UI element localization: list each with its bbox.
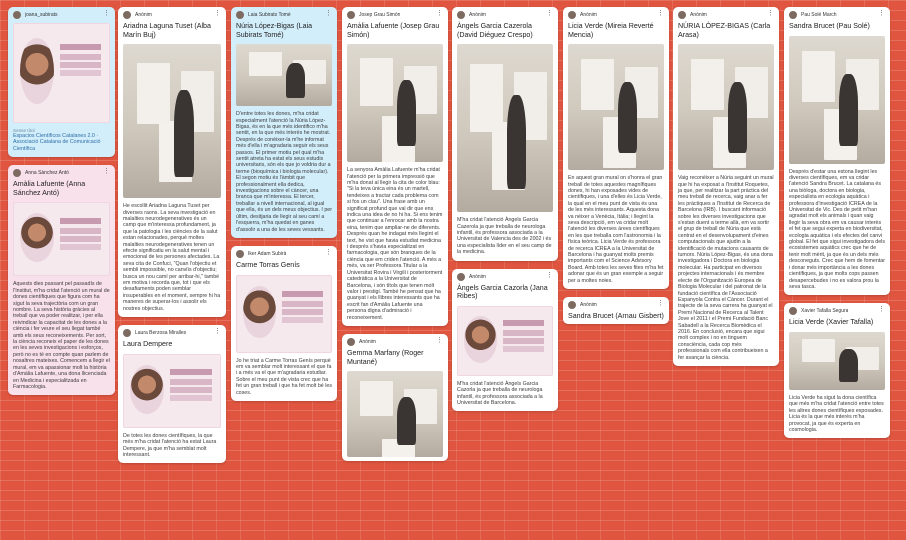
post-title: Àngels Garcia Cazorla (Jana Ribes): [457, 283, 548, 301]
author-avatar: [568, 11, 576, 19]
post-title: Licia Verde (Mireia Reverté Mencia): [568, 22, 654, 39]
more-options-icon[interactable]: ⋮: [878, 10, 885, 17]
post-card[interactable]: [673, 7, 779, 366]
author-avatar: [13, 169, 21, 177]
post-title: Licia Verde (Xavier Tafalla): [789, 318, 874, 327]
post-photo[interactable]: [789, 332, 885, 390]
author-avatar: [123, 11, 131, 19]
post-author: Anònim: [469, 12, 486, 18]
more-options-icon[interactable]: ⋮: [546, 271, 553, 279]
board-column: [452, 7, 558, 419]
post-title: NÚRIA LÓPEZ-BIGAS (Carla Arasa): [678, 22, 771, 39]
attachment-link[interactable]: Espacios Científicos Catalanes 2.0 · Associació Catalana de Comunicació Científica: [13, 133, 101, 152]
author-avatar: [457, 11, 465, 19]
post-header: [231, 7, 337, 21]
post-header: [784, 303, 890, 317]
more-options-icon[interactable]: ⋮: [436, 336, 443, 344]
author-avatar: [678, 11, 686, 19]
post-card[interactable]: [563, 7, 669, 289]
post-title: Núria López-Bigas (Laia Subirats Tomé): [236, 22, 313, 39]
post-card[interactable]: [118, 7, 226, 317]
post-photo[interactable]: [236, 275, 332, 353]
post-card[interactable]: [342, 7, 448, 326]
post-title: Sandra Brucet (Arnau Gisbert): [568, 312, 664, 321]
post-author: Anònim: [690, 12, 707, 18]
post-author: joana_subirats: [25, 12, 58, 18]
post-author: Laia Subirats Tomé: [248, 12, 291, 18]
post-body: Jo he triat a Carme Torras Genís perquè em va semblar molt interessant el que fa i a més va el que m'agradaria estudiar. Sobre el meu punt de vista crec que ha fet un gran treball i que ha fet molt bé les coses.: [236, 357, 332, 396]
post-header: [673, 7, 779, 21]
post-header: [452, 269, 558, 283]
more-options-icon[interactable]: ⋮: [103, 168, 110, 176]
post-card[interactable]: [452, 7, 558, 261]
post-body: M'ha cridat l'atenció Àngels Garcia Cazorla ja que treballa de neurologa infantil, és professora associada a la Universitat de Barcelona.: [457, 380, 543, 407]
post-header: [563, 297, 669, 311]
board-column: [118, 7, 226, 471]
post-body: Vaig reconèixer a Núria seguint un mural que hi ha exposat a l'Institut Roquetes, ja que, per realitzar la part pràctica del meu treball de recerca, vaig anar a fer les pràctiques a l'Institut de Recerca de Barcelona (IRB). I buscant informació sobre les diverses investigacions que s'estan duent a terme allà, em va sortir el grup de treball de Núria que està centrat en el desenvolupament d'eines computacionals que ajudin a la identificació de mutacions causants de tumors. Núria López-Bigas, és una dona investigadora i Doctora en biologia molecular. Ha participat en diversos projectes internacionals i és membre electe de l'Organització Europea de Biologia Molecular i del patronat de la fundació científica de l'Associació Espanyola Contra el Càncer. Durant el trajecte de la seva carrera ha guanyat el Premi Nacional de Recerca al Talent Jove el 2011 i el Premi Fundació Banc Sabadell a la Recerca Biomèdica el 2016. En conclusió, encara que sigui molt complex i no en tinguem consciència, cada cop més professionals com ella contribueixen a fer avançar la ciència.: [678, 175, 774, 361]
post-author: Anònim: [359, 338, 376, 345]
post-photo[interactable]: [678, 44, 774, 170]
post-photo[interactable]: [457, 44, 553, 212]
post-body: De totes les dones científiques, la que més m'ha cridat l'atenció ha estat Laura Dempere, ja que m'ha semblat molt interessant.: [123, 432, 217, 458]
post-card[interactable]: [8, 7, 115, 157]
post-photo[interactable]: [347, 371, 443, 457]
author-avatar: [568, 301, 576, 309]
author-avatar: [236, 250, 244, 258]
more-options-icon[interactable]: ⋮: [436, 10, 443, 17]
post-title: Sandra Brucet (Pau Solé): [789, 22, 870, 30]
post-card[interactable]: [784, 7, 890, 295]
post-header: [784, 7, 890, 21]
post-title: Amàlia Lafuente (Anna Sánchez Antó): [13, 180, 86, 197]
post-body: M'ha cridat l'atenció Àngels Garcia Cazerola ja que treballa de neurologa infantil, és professora associada a la Universitat de Valencia des de 2002 i és una especialista líder en el seu camp de la medicina.: [457, 217, 552, 256]
post-body: Després d'estar una estona llegint les diverses científiques, em va cridar l'atenció Sandra Brucet. La catalana és una biòloga, doctora en biologia, especialista en ecologia aquàtica i professora d'investigació ICREA de la Universitat de Vic. Des de petit m'han agradat molt els animals i quan vaig llegir la seva obra em va causar interès el fet que segui experta en biodiversitat, ecologia aquàtica i els efectes del canvi global. El fet que sigui investigadora dels ecosistemes aquàtics crec que he de tenir molt mèrit, ja que és un dels més desconeguts. Crec que hem de fomentar i donar més importància a les dones científiques, ja que molts cops passen desapercebudes i no es valora prou la seva tasca.: [789, 168, 885, 290]
post-author: Anna Sànchez Antó: [25, 170, 69, 177]
more-options-icon[interactable]: ⋮: [103, 10, 110, 17]
post-photo[interactable]: [347, 44, 443, 162]
post-author: Pau Solé March: [801, 12, 837, 18]
post-author: Iker Adam Subirà: [248, 250, 287, 257]
board-column: [784, 7, 890, 446]
more-options-icon[interactable]: ⋮: [878, 306, 885, 314]
post-card[interactable]: [231, 7, 337, 238]
post-header: [8, 165, 115, 179]
post-photo[interactable]: [123, 354, 221, 428]
post-author: Anònim: [580, 302, 597, 309]
post-author: Anònim: [135, 12, 152, 18]
post-author: Anònim: [580, 12, 597, 18]
post-title: Àngels Garcia Cazerola (David Diéguez Crespo): [457, 22, 533, 39]
post-photo[interactable]: [789, 36, 885, 164]
more-options-icon[interactable]: ⋮: [214, 10, 221, 17]
post-header: [342, 7, 448, 21]
post-header: [342, 334, 448, 348]
board-column: [8, 7, 115, 403]
author-avatar: [789, 307, 797, 315]
post-body: Aquests dies passant pel passadís de l'Institut, m'ha cridat l'atenció un mural de dones científiques que figura com ha sigut la seva trajectòria com un gran nombre. La seva història gràcies al treball que va poder realitzar, i per ella reivindicar la capacitat de les dones a la ciència i fer veure el seu llegat també amb els seus reconeixements. Per sort, la ciència reconeix el paper de les dones en les seves investigacions i esforços, però no es té en compte quan parlem de nosaltres mateixes. Comencem a llegir el mural, em va apassionar molt la història d'Amàlia Lafuente, una dona llicenciada en Medicina i especialitzada en Farmacologia.: [13, 281, 110, 390]
more-options-icon[interactable]: ⋮: [546, 10, 553, 17]
post-author: Anònim: [469, 273, 486, 280]
more-options-icon[interactable]: ⋮: [767, 10, 774, 17]
post-title: Carme Torras Genís: [236, 260, 300, 269]
author-avatar: [789, 11, 797, 19]
post-card[interactable]: [784, 303, 890, 438]
post-photo[interactable]: [123, 44, 221, 198]
post-body: En aquest gran mural on s'honra el gran treball de totes aquestes magnífiques dones, hi han exposades vides de científiques, i una d'elles és Licia Verde, la qual en el meu punt de vista és una de les més interessants. Aquesta dona va néixer a Venècia, Itàlia; i llegint la seva descripció, em va cridar molt l'atenció les diverses àrees científiques en les que treballa com l'astronomia i la física teòrica. Licia Verde és professora de recerca ICREA a la Universitat de Barcelona i ha guanyat molts premis importants com el Science Advisory Board. Amb totes les seves fites m'ha fet adonar que és un gran exemple a seguir per a moltes noies.: [568, 175, 664, 284]
post-photo[interactable]: [13, 23, 110, 123]
post-photo[interactable]: [568, 44, 664, 170]
post-body: La senyora Amàlia Lafuente m'ha cridat l'atenció per la primera impressió que m'ha donat al llegir la cita de color blau: "Si la teva única eina és un martell, tendeixes a tractar cada problema com si fos un clau". Una frase amb un significat profund que val dir que ens indica una idea de no hi ha. Si ens tenim que continuar a l'enrocar amb la nostra eina, tenim que ampliar-ne de diferents. Després quan he indagat més llegint el text, he vist que havia estudiat medicina i després s'havia especialitzat en farmacologia, que són branques de la ciència que em criden l'atenció. A més a més, va ser Professora Titular a la Universitat Rovira i Virgili i posteriorment catedràtica a la Universitat de Barcelona, i són títols que tenen molt valor i prestigi. També he pensat que ha guanyat i els llibres interessants que ha escrit fan d'Amàlia Lafuente una persona digna d'admiració i reconeixement.: [347, 167, 443, 321]
post-body: He escollit Ariadna Laguna Tuset per diverses raons. La seva investigació en malalties neurodegeneratives és un camp que m'interessa profundament, ja que la patologia i les ciències de la salut estan relacionades, perquè moltes malalties neurodegeneratives tenen un efecte significatiu en la salut mental i emocional de les persones afectades. La seva cita de Confuci, "Quan l'objectiu et sembli impossible, no canviïs d'objectiu; busca un nou camí per arribar-hi," també em motiva i recorda que, tot i que els desafiaments poden semblar insuperables en el moment, sempre hi ha maneres de superar-los i assolir els nostres objectius.: [123, 203, 221, 312]
post-title: Laura Dempere: [123, 340, 173, 349]
post-body: Licia Verde ha sigut la dona científica que més m'ha cridat l'atenció entre totes les altres dones científiques exposades. Licia és la que més interès m'ha provocat, ja que és experta en cosmologia.: [789, 394, 884, 433]
post-photo[interactable]: [236, 44, 332, 106]
post-author: Laura Berzosa Miralles: [135, 330, 187, 337]
more-options-icon[interactable]: ⋮: [657, 10, 664, 17]
post-header: [231, 246, 337, 260]
post-header: [8, 7, 115, 21]
author-avatar: [347, 11, 355, 19]
board-column: [231, 7, 337, 409]
author-avatar: [13, 11, 21, 19]
post-header: [118, 325, 226, 339]
post-card[interactable]: [118, 325, 226, 463]
post-card[interactable]: [231, 246, 337, 401]
more-options-icon[interactable]: ⋮: [325, 248, 332, 256]
post-author: Josep Grau Simón: [359, 12, 401, 18]
board-column: [563, 7, 669, 332]
post-title: Ariadna Laguna Tuset (Alba Marín Buj): [123, 22, 211, 39]
more-options-icon[interactable]: ⋮: [214, 328, 221, 336]
more-options-icon[interactable]: ⋮: [657, 300, 664, 308]
post-header: [118, 7, 226, 21]
author-avatar: [123, 329, 131, 337]
author-avatar: [347, 338, 355, 346]
post-photo[interactable]: [13, 202, 110, 276]
post-body: D'entre totes les dones, m'ha cridat especialment l'atenció la Núria López-Bigas, és en la que més identifico m'ha sentit, en la que més interès he mostrat. Després de conèixer-la m'he informat més d'ella i m'agradaria seguir els seus passos. El primer motiu pel qual m'ha sentit atreta ha estat els seus estudis universitaris, són els que jo voldria dur a terme (bioquímica i biologia molecular). El segon motiu és l'àmbit que professionalment ella dedica, investigacions sobre el càncer, una branca que m'interessa. El tercer, treballar a nivell internacional, al igual que ella, és un dels meus objectius. I per últim, desitjaria de llegir al seu camí a l'esquerra, m'ha quedat en ganes d'assolir a una de les seves vessants.: [236, 111, 332, 233]
board-column: [673, 7, 779, 374]
author-avatar: [236, 11, 244, 19]
board-column: [342, 7, 448, 469]
post-card[interactable]: [342, 334, 448, 461]
post-header: [452, 7, 558, 21]
attachment-label: Sense títol: [13, 128, 35, 133]
post-card[interactable]: [452, 269, 558, 412]
post-title: Amàlia Lafuente (Josep Grau Simón): [347, 22, 440, 39]
post-card[interactable]: [563, 297, 669, 324]
post-card[interactable]: [8, 165, 115, 395]
post-header: [563, 7, 669, 21]
more-options-icon[interactable]: ⋮: [325, 10, 332, 17]
post-photo[interactable]: [457, 306, 553, 376]
post-author: Xavier Tafalla Segura: [801, 308, 849, 315]
post-title: Gemma Marfany (Roger Muntané): [347, 348, 424, 366]
author-avatar: [457, 273, 465, 281]
